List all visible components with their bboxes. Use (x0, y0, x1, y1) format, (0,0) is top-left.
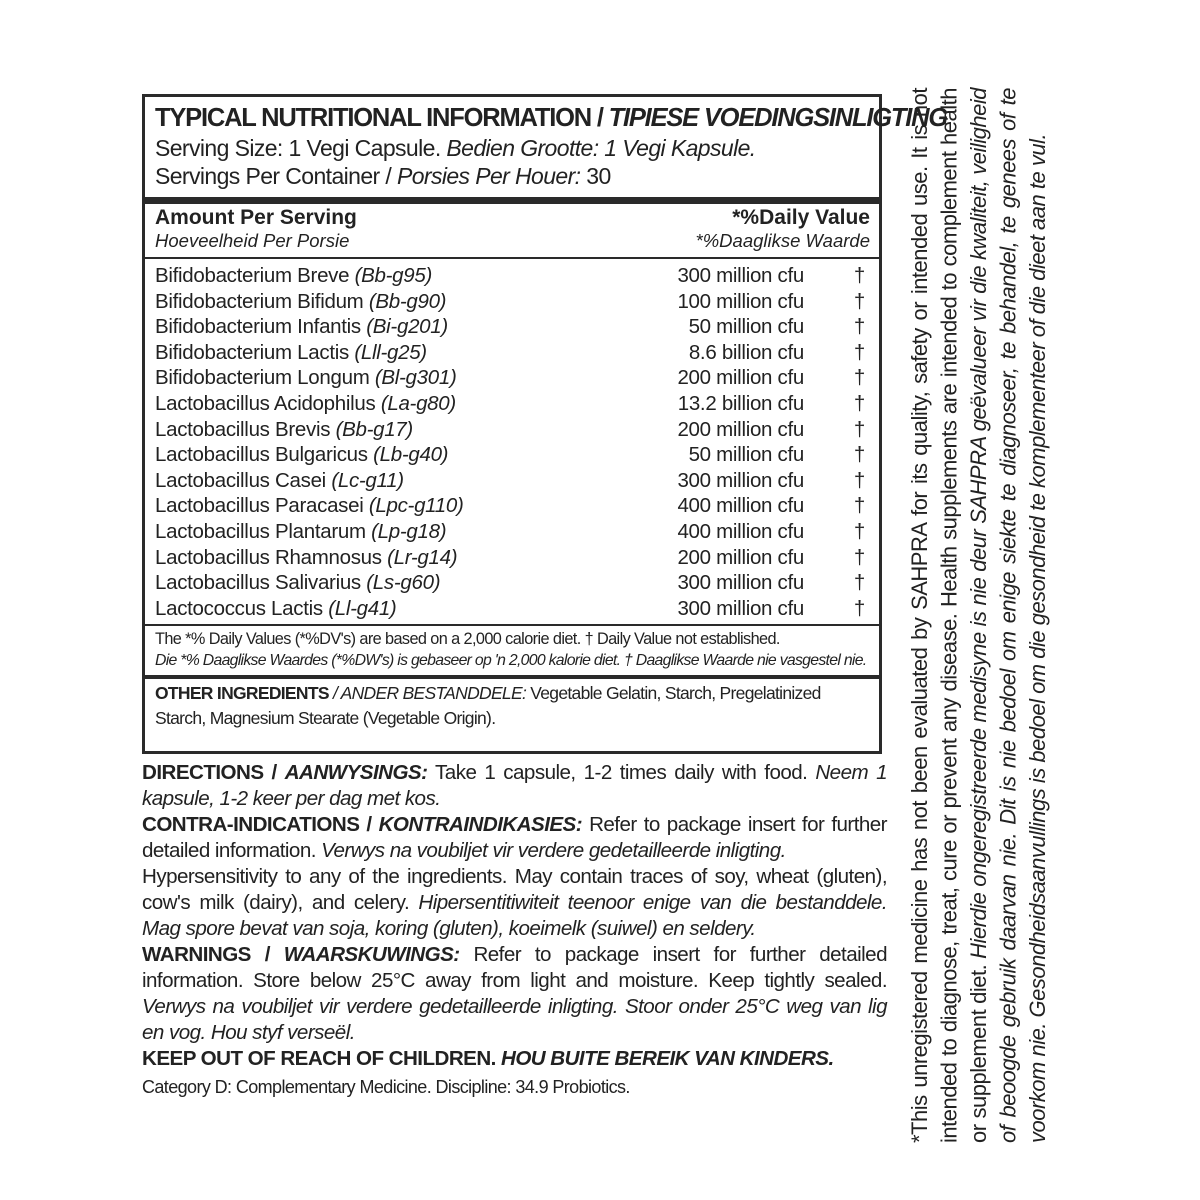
footnote-afrikaans: Die *% Daaglikse Waardes (*%DW's) is gebaseer op 'n 2,000 kalorie diet. † Daaglikse Waarde nie vasgestel nie. (155, 652, 867, 670)
ingredient-name: Bifidobacterium Lactis (155, 340, 355, 364)
servings-per-container (155, 162, 870, 190)
serving-size-english: Serving Size: 1 Vegi Capsule. (155, 135, 447, 161)
ingredient-row (155, 442, 870, 468)
servings-english: Servings Per Container / (155, 163, 397, 189)
ingredient-dagger: † (853, 468, 865, 492)
ingredient-row (155, 545, 870, 571)
ingredient-row (155, 263, 870, 289)
warnings-label: WARNINGS / (142, 943, 284, 966)
title-english: TYPICAL NUTRITIONAL INFORMATION / (155, 104, 609, 132)
ingredient-dagger: † (853, 519, 865, 543)
nutrition-panel (142, 94, 947, 754)
ingredient-amount: 300 million cfu (677, 596, 804, 620)
disclaimer-afrikaans: Hierdie ongeregistreerde medisyne is nie deur SAHPRA geëvalueer vir die kwaliteit, veiligheid of beoogde gebruik daarvan nie. Dit is nie bedoel om enige siekte te diagnoseer, te behandel, te genees of te voorkom nie. Gesondheidsaanvullings is bedoel om die gesondheid te komplementeer of die dieet aan te vul. (966, 88, 1050, 1143)
title-afrikaans: TIPIESE VOEDINGSINLIGTING (608, 104, 947, 132)
contra-label-af: KONTRAINDIKASIES: (378, 813, 583, 836)
ingredient-dagger: † (853, 494, 865, 518)
ingredient-amount: 200 million cfu (677, 417, 804, 441)
keep-out-of-reach (142, 1046, 887, 1072)
contra-text: Refer to package insert for further detailed information. (142, 813, 887, 862)
other-ingredients-label-af: / ANDER BESTANDDELE: (328, 683, 527, 704)
amount-header-afrikaans (155, 230, 870, 252)
keep-out-english: KEEP OUT OF REACH OF CHILDREN. (142, 1047, 501, 1070)
ingredient-name: Lactobacillus Acidophilus (155, 391, 381, 415)
hypersensitivity-text: Hypersensitivity to any of the ingredients. May contain traces of soy, wheat (gluten), cow's milk (dairy), and celery. (142, 865, 887, 914)
other-ingredients-label: OTHER INGREDIENTS (155, 683, 329, 704)
directions-text: Take 1 capsule, 1-2 times daily with food. (427, 761, 816, 784)
ingredient-dagger: † (853, 264, 865, 287)
daily-value-label: *%Daily Value (732, 206, 870, 229)
ingredient-name: Lactobacillus Bulgaricus (155, 443, 374, 467)
ingredient-dagger: † (853, 366, 865, 390)
footnote-english: The *% Daily Values (*%DV's) are based on a 2,000 calorie diet. † Daily Value not established. (155, 630, 780, 649)
serving-size (155, 134, 870, 162)
daily-value-label-af: *%Daaglikse Waarde (695, 230, 870, 251)
ingredient-name: Bifidobacterium Breve (155, 264, 355, 287)
ingredient-amount: 8.6 billion cfu (688, 340, 804, 364)
contra-label: CONTRA-INDICATIONS / (142, 813, 379, 836)
directions-section (142, 760, 887, 1100)
ingredient-dagger: † (853, 315, 865, 339)
ingredient-list (155, 259, 870, 624)
directions-paragraph (142, 760, 887, 812)
amount-per-serving-label: Amount Per Serving (155, 206, 357, 229)
ingredient-row (155, 314, 870, 340)
keep-out-afrikaans: HOU BUITE BEREIK VAN KINDERS. (501, 1047, 834, 1070)
directions-text-af: Neem 1 kapsule, 1-2 keer per dag met kos. (142, 761, 887, 810)
ingredient-amount: 300 million cfu (677, 264, 804, 287)
servings-value: 30 (580, 163, 611, 189)
ingredient-row (155, 340, 870, 366)
ingredient-dagger: † (853, 443, 865, 467)
ingredient-strain-code: (Bb-g90) (368, 289, 447, 313)
ingredient-strain-code: (Bl-g301) (374, 366, 457, 390)
warnings-paragraph (142, 942, 887, 1046)
ingredient-strain-code: (Bi-g201) (366, 315, 448, 339)
ingredient-amount: 50 million cfu (688, 315, 804, 339)
ingredient-dagger: † (853, 391, 865, 415)
ingredient-name: Lactobacillus Plantarum (155, 519, 372, 543)
ingredient-strain-code: (Lpc-g110) (368, 494, 464, 518)
ingredient-row (155, 519, 870, 545)
category-text: Category D: Complementary Medicine. Discipline: 34.9 Probiotics. (142, 1077, 630, 1097)
contra-paragraph (142, 812, 887, 864)
ingredient-name: Lactobacillus Salivarius (155, 571, 367, 595)
contra-text-af: Verwys na voubiljet vir verdere gedetailleerde inligting. (321, 839, 786, 862)
ingredient-name: Bifidobacterium Infantis (155, 315, 367, 339)
ingredient-row (155, 570, 870, 596)
ingredient-amount: 200 million cfu (677, 366, 804, 390)
ingredient-row (155, 289, 870, 315)
warnings-label-af: WAARSKUWINGS: (283, 943, 460, 966)
ingredient-amount: 100 million cfu (677, 289, 804, 313)
ingredient-amount: 13.2 billion cfu (677, 391, 804, 415)
ingredient-dagger: † (853, 340, 865, 364)
ingredient-dagger: † (853, 596, 865, 620)
amount-header (155, 206, 870, 230)
amount-per-serving-label-af: Hoeveelheid Per Porsie (155, 230, 350, 251)
ingredient-strain-code: (Lr-g14) (387, 545, 458, 569)
ingredient-strain-code: (Lc-g11) (331, 468, 404, 492)
ingredient-amount: 400 million cfu (677, 494, 804, 518)
ingredient-strain-code: (Lb-g40) (373, 443, 449, 467)
ingredient-strain-code: (Lll-g25) (354, 340, 427, 364)
ingredient-strain-code: (Ll-g41) (328, 596, 397, 620)
ingredient-row (155, 391, 870, 417)
ingredient-name: Bifidobacterium Longum (155, 366, 375, 390)
ingredient-name: Lactococcus Lactis (155, 596, 329, 620)
ingredient-row (155, 468, 870, 494)
ingredient-strain-code: (Lp-g18) (371, 519, 447, 543)
ingredient-amount: 400 million cfu (677, 519, 804, 543)
ingredient-row (155, 596, 870, 622)
panel-title (155, 103, 947, 134)
divider-thick (145, 197, 879, 204)
directions-label-af: AANWYSINGS: (284, 761, 428, 784)
ingredient-dagger: † (853, 289, 865, 313)
ingredient-amount: 200 million cfu (677, 545, 804, 569)
ingredient-dagger: † (853, 571, 865, 595)
other-ingredients-text: Vegetable Gelatin, Starch, Pregelatinized Starch, Magnesium Stearate (Vegetable Origin). (155, 683, 821, 729)
servings-afrikaans: Porsies Per Houer: (396, 163, 581, 189)
ingredient-name: Lactobacillus Paracasei (155, 494, 369, 518)
hypersensitivity-paragraph (142, 864, 887, 942)
disclaimer-english: *This unregistered medicine has not been evaluated by SAHPRA for its quality, safety or intended use. It is not intended to diagnose, treat, cure or prevent any disease. Health supplements are intended to complement health or supplement diet. (907, 88, 991, 1143)
other-ingredients (155, 679, 870, 731)
ingredient-amount: 300 million cfu (677, 468, 804, 492)
ingredient-strain-code: (Bb-g95) (354, 264, 432, 287)
ingredient-name: Lactobacillus Casei (155, 468, 332, 492)
ingredient-dagger: † (853, 545, 865, 569)
ingredient-strain-code: (La-g80) (380, 391, 456, 415)
ingredient-row (155, 365, 870, 391)
ingredient-row (155, 417, 870, 443)
ingredient-name: Lactobacillus Rhamnosus (155, 545, 388, 569)
warnings-text-af: Verwys na voubiljet vir verdere gedetailleerde inligting. Stoor onder 25°C weg van lig en vog. Hou styf verseël. (142, 995, 887, 1044)
ingredient-amount: 300 million cfu (677, 571, 804, 595)
ingredient-strain-code: (Ls-g60) (366, 571, 441, 595)
hypersensitivity-text-af: Hipersentitiwiteit teenoor enige van die bestanddele. Mag spore bevat van soja, koring (gluten), koeimelk (suiwel) en seldery. (142, 891, 887, 940)
disclaimer-vertical (905, 88, 1055, 1143)
warnings-text: Refer to package insert for further detailed information. Store below 25°C away from light and moisture. Keep tightly sealed. (142, 943, 887, 992)
serving-size-afrikaans: Bedien Grootte: 1 Vegi Kapsule. (446, 135, 756, 161)
ingredient-strain-code: (Bb-g17) (335, 417, 413, 441)
directions-label: DIRECTIONS / (142, 761, 285, 784)
ingredient-name: Bifidobacterium Bifidum (155, 289, 369, 313)
ingredient-name: Lactobacillus Brevis (155, 417, 336, 441)
ingredient-dagger: † (853, 417, 865, 441)
ingredient-amount: 50 million cfu (688, 443, 804, 467)
ingredient-row (155, 493, 870, 519)
